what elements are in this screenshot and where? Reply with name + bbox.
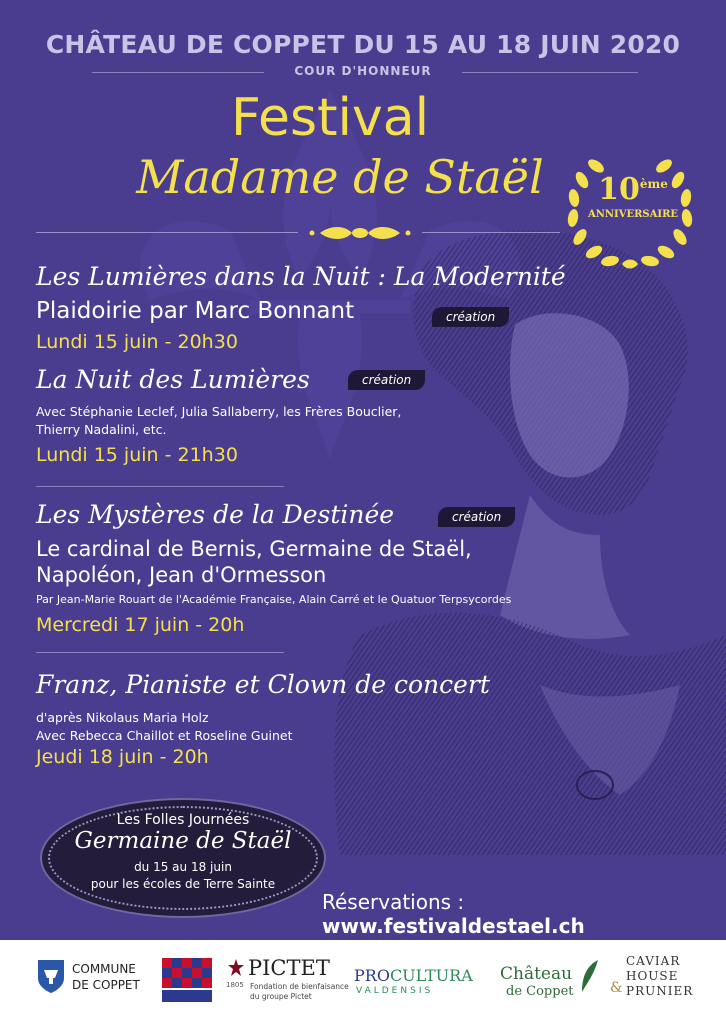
event-1-title: Les Lumières dans la Nuit : La Modernité [36,262,566,291]
event-2-detail-2: Thierry Nadalini, etc. [36,422,167,437]
coppet-line-1: COMMUNE [72,962,136,976]
event-1-badge: création [432,307,509,327]
reservations-url[interactable]: www.festivaldestael.ch [322,914,585,938]
event-4-title: Franz, Pianiste et Clown de concert [36,670,490,699]
caviar-line-2: HOUSE [626,969,679,983]
coppet-line-2: DE COPPET [72,978,140,992]
event-3-detail: Par Jean-Marie Rouart de l'Académie Française, Alain Carré et le Quatuor Terpsycordes [36,593,512,606]
title-divider-left [36,232,298,233]
event-4-detail-1: d'après Nikolaus Maria Holz [36,710,209,725]
event-1-date: Lundi 15 juin - 20h30 [36,331,238,353]
folles-line-1: Les Folles Journées [116,812,250,828]
feather-icon [578,958,602,994]
event-3-date: Mercredi 17 juin - 20h [36,614,245,636]
pictet-sub-2: du groupe Pictet [250,992,312,1001]
ornament-icon [300,222,420,244]
festival-word: Festival [230,88,430,148]
portrait-illustration [300,215,726,855]
header-title: CHÂTEAU DE COPPET DU 15 AU 18 JUIN 2020 [45,30,681,59]
chateau-line-1: Château [500,964,573,984]
anniversary-number: 10ème [598,172,668,207]
folles-line-3: du 15 au 18 juin [134,860,232,874]
event-separator-1 [36,486,284,487]
folles-line-4: pour les écoles de Terre Sainte [90,877,276,891]
sponsors-bar [0,940,726,1024]
caviar-ampersand: & [610,980,623,996]
anniversary-label: ANNIVERSAIRE [588,209,678,220]
header-subtitle: COUR D'HONNEUR [294,64,432,78]
coppet-crest-icon [36,958,66,994]
event-3-subtitle-2: Napoléon, Jean d'Ormesson [36,563,327,587]
event-2-title: La Nuit des Lumières [36,365,310,394]
event-3-badge: création [438,507,515,527]
pictet-emblem-icon [226,958,246,980]
chateau-line-2: de Coppet [506,984,574,999]
festival-name: Madame de Staël [136,150,544,204]
caviar-line-3: PRUNIER [626,984,694,998]
reservations-label: Réservations : [322,890,465,914]
event-2-badge: création [348,370,425,390]
procultura-name: PROCULTURA [354,966,473,985]
event-separator-2 [36,652,284,653]
folles-line-2: Germaine de Staël [74,828,292,854]
event-2-date: Lundi 15 juin - 21h30 [36,444,238,466]
procultura-sub: VALDENSIS [356,986,434,996]
title-divider-right [422,232,560,233]
event-1-subtitle: Plaidoirie par Marc Bonnant [36,298,355,324]
event-3-subtitle-1: Le cardinal de Bernis, Germaine de Staël, [36,537,472,561]
pictet-name: PICTET [248,956,330,980]
terre-sainte-logo-icon [158,952,214,1008]
caviar-line-1: CAVIAR [626,954,681,968]
event-4-date: Jeudi 18 juin - 20h [36,746,209,768]
pictet-year: 1805 [226,981,244,989]
event-3-title: Les Mystères de la Destinée [36,500,395,529]
subhead-rule-right [462,72,638,73]
event-2-detail-1: Avec Stéphanie Leclef, Julia Sallaberry, les Frères Bouclier, [36,404,402,419]
laurel-wreath-icon [560,140,700,275]
event-4-detail-2: Avec Rebecca Chaillot et Roseline Guinet [36,728,293,743]
pictet-sub-1: Fondation de bienfaisance [250,982,349,991]
reservations [322,890,726,938]
